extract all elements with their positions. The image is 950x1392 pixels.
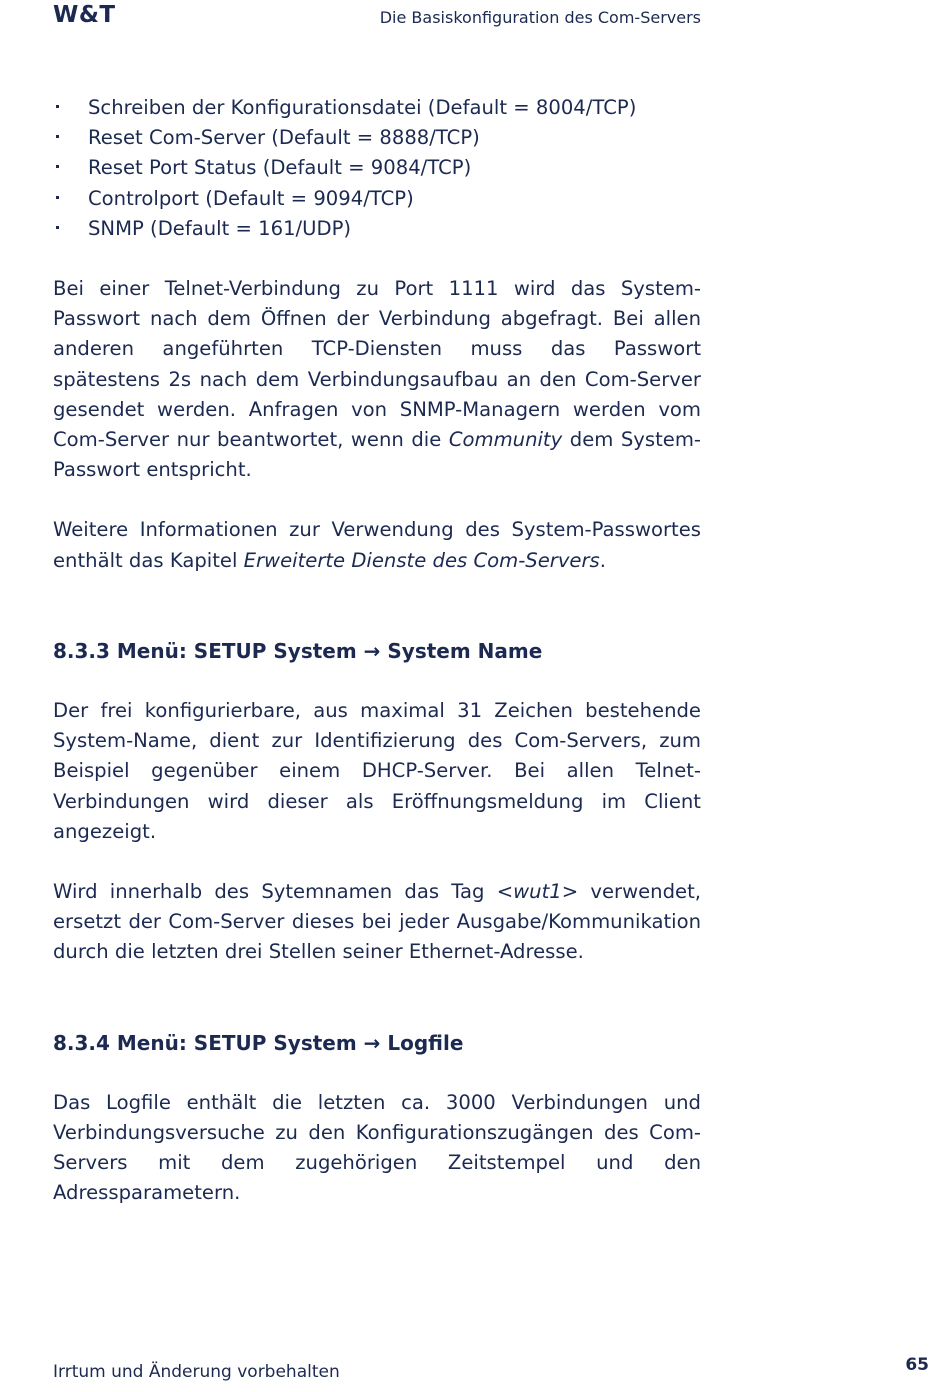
paragraph-logfile: Das Logfile enthält die letzten ca. 3000 Verbindungen und Verbindungsversuche zu den Konfigurationszugängen des Com-Servers mit dem zugehörigen Zeitstempel und den Adressparametern. [53,1090,701,1205]
emphasis-community: Community [448,428,563,452]
brand-logo-text: W&T [53,2,116,28]
text-span: . [599,548,606,572]
emphasis-chapter-reference: Erweiterte Dienste des Com-Servers [243,548,600,572]
paragraph-telnet-password [53,274,701,485]
running-header: Die Basiskonfiguration des Com-Servers [379,8,701,27]
section-heading-system-name: 8.3.3 Menü: SETUP System → System Name [53,638,543,663]
section-heading-logfile: 8.3.4 Menü: SETUP System → Logfile [53,1030,464,1055]
text-span: Bei einer Telnet-Verbindung zu Port 1111 wird das System-Passwort nach dem Öffnen der Verbindung abgefragt. Bei allen anderen angeführten TCP-Diensten muss das Passwort spätestens 2s nach dem Verbindungsaufbau an den Com-Server gesendet werden. Anfragen von SNMP-Managern werden vom Com-Server nur beantwortet, wenn die [53,277,701,452]
list-item: Schreiben der Konfigurationsdatei (Default = 8004/TCP) [53,93,701,123]
list-item: Controlport (Default = 9094/TCP) [53,184,701,214]
text-span: Weitere Informationen zur Verwendung des System-Passwortes enthält das Kapitel [53,518,701,572]
paragraph-further-info [53,515,701,575]
page-body [53,93,701,1209]
text-span: Wird innerhalb des Sytemnamen das Tag [53,880,497,904]
list-item: Reset Com-Server (Default = 8888/TCP) [53,123,701,153]
emphasis-tag: <wut1> [496,880,579,904]
footer-disclaimer: Irrtum und Änderung vorbehalten [53,1362,340,1382]
text-span: dem System-Passwort entspricht. [53,428,701,482]
list-item: SNMP (Default = 161/UDP) [53,214,701,244]
list-item: Reset Port Status (Default = 9084/TCP) [53,153,701,183]
paragraph-wut-tag [53,877,701,968]
port-list [53,93,701,244]
page-number: 65 [905,1355,929,1375]
text-span: verwendet, ersetzt der Com-Server dieses bei jeder Ausgabe/Kommunikation durch die letzten drei Stellen seiner Ethernet-Adresse. [53,880,701,964]
paragraph-system-name: Der frei konfigurierbare, aus maximal 31 Zeichen bestehende System-Name, dient zur Identifizierung des Com-Servers, zum Beispiel gegenüber einem DHCP-Server. Bei allen Telnet-Verbindungen wird dieser als Eröffnungsmeldung im Client angezeigt. [53,699,701,843]
